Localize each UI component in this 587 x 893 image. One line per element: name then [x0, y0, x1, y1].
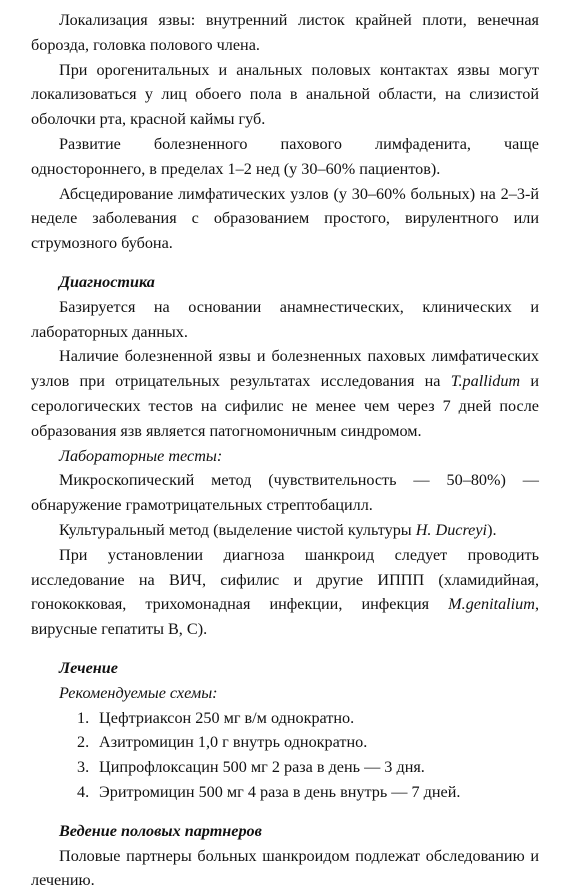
heading-treatment: Лечение — [31, 656, 539, 681]
paragraph-localization: Локализация язвы: внутренний листок крайней плоти, венечная борозда, головка полового члена. — [31, 8, 539, 58]
paragraph-lymphadenitis: Развитие болезненного пахового лимфаденита, чаще одностороннего, в пределах 1–2 нед (у 30–60% пациентов). — [31, 132, 539, 182]
paragraph-culture: Культуральный метод (выделение чистой культуры H. Ducreyi). — [31, 518, 539, 543]
paragraph-hiv-testing: При установлении диагноза шанкроид следует проводить исследование на ВИЧ, сифилис и другие ИППП (хламидийная, гонококковая, трихомонадная инфекции, инфекция M.genitalium, вирусные гепатиты В, С). — [31, 543, 539, 642]
paragraph-diagnostics-basis: Базируется на основании анамнестических, клинических и лабораторных данных. — [31, 295, 539, 345]
paragraph-abscess: Абсцедирование лимфатических узлов (у 30–60% больных) на 2–3-й неделе заболевания с образованием простого, вирулентного или струмозного бубона. — [31, 182, 539, 256]
pathogen-name: H. Ducreyi — [416, 521, 487, 539]
subheading-lab-tests: Лабораторные тесты: — [31, 444, 539, 469]
regimen-list — [31, 706, 539, 805]
paragraph-microscopy: Микроскопический метод (чувствительность — 50–80%) — обнаружение грамотрицательных стрептобацилл. — [31, 468, 539, 518]
list-item: 2. Азитромицин 1,0 г внутрь однократно. — [31, 730, 539, 755]
paragraph-anal-localization: При орогенитальных и анальных половых контактах язвы могут локализоваться у лиц обоего пола в анальной области, на слизистой оболочки рта, красной каймы губ. — [31, 58, 539, 132]
pathogen-name: M.genitalium — [448, 595, 535, 613]
heading-diagnostics: Диагностика — [31, 270, 539, 295]
paragraph-pathognomonic: Наличие болезненной язвы и болезненных паховых лимфатических узлов при отрицательных результатах исследования на T.pallidum и серологических тестов на сифилис не менее чем через 7 дней после образования язв является патогномоничным синдромом. — [31, 344, 539, 443]
heading-partner-management: Ведение половых партнеров — [31, 819, 539, 844]
list-item: 3. Ципрофлоксацин 500 мг 2 раза в день — 3 дня. — [31, 755, 539, 780]
pathogen-name: T.pallidum — [451, 372, 520, 390]
list-item: 4. Эритромицин 500 мг 4 раза в день внутрь — 7 дней. — [31, 780, 539, 805]
subheading-recommended-schemes: Рекомендуемые схемы: — [31, 681, 539, 706]
list-item: 1. Цефтриаксон 250 мг в/м однократно. — [31, 706, 539, 731]
document-page — [31, 8, 539, 893]
paragraph-partners: Половые партнеры больных шанкроидом подлежат обследованию и лечению. — [31, 844, 539, 893]
